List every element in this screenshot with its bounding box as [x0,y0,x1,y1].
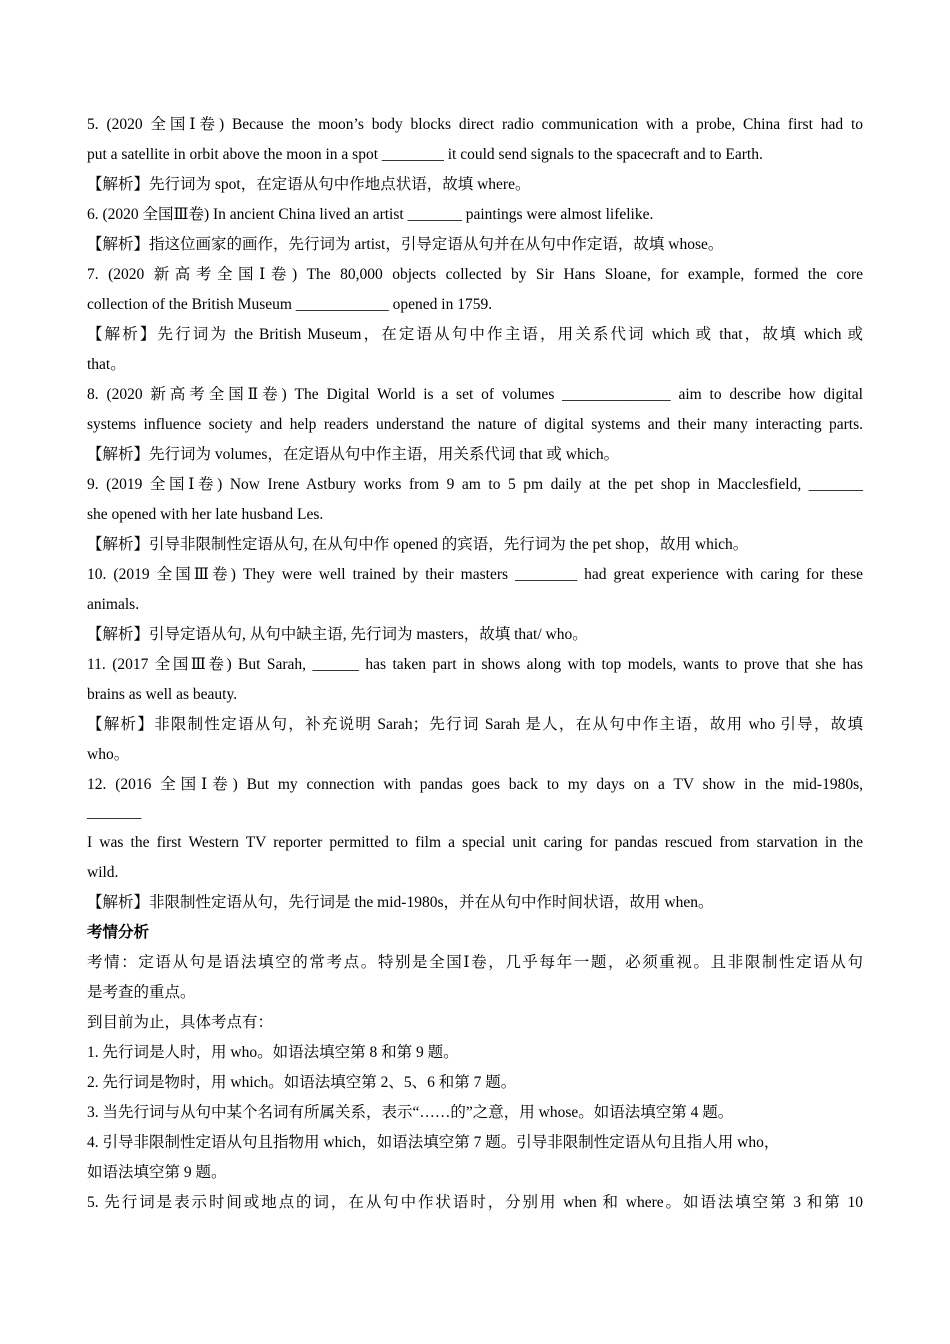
question-9-line-2: she opened with her late husband Les. [87,506,324,523]
section-heading: 考情分析 [87,924,150,941]
question-10-line-2: animals. [87,596,140,613]
section-intro-line-2: 是考查的重点。 [87,984,196,1001]
point-1: 1. 先行词是人时，用 who。如语法填空第 8 和第 9 题。 [87,1044,459,1061]
question-8-line-1: 8. (2020 新高考全国Ⅱ卷) The Digital World is a set of volumes ______________ aim to describe how digital [87,386,863,403]
analysis-9: 【解析】引导非限制性定语从句, 在从句中作 opened 的宾语，先行词为 the pet shop，故用 which。 [87,536,749,553]
question-12-line-2: I was the first Western TV reporter permitted to film a special unit caring for pandas rescued from starvation in the [87,834,863,851]
question-11-line-2: brains as well as beauty. [87,686,238,703]
analysis-6: 【解析】指这位画家的画作，先行词为 artist，引导定语从句并在从句中作定语，故填 whose。 [87,236,724,253]
section-lead: 到目前为止，具体考点有： [87,1014,274,1031]
question-7-line-1: 7. (2020 新高考全国Ⅰ卷) The 80,000 objects collected by Sir Hans Sloane, for example, formed the core [87,266,863,283]
question-12-blank: _______ [87,804,142,821]
question-12-line-1: 12. (2016 全国Ⅰ卷) But my connection with pandas goes back to my days on a TV show in the mid-1980s, [87,776,863,793]
question-7-line-2: collection of the British Museum ____________ opened in 1759. [87,296,493,313]
point-5-line-1: 5. 先行词是表示时间或地点的词，在从句中作状语时，分别用 when 和 where。如语法填空第 3 和第 10 [87,1194,863,1211]
question-10-line-1: 10. (2019 全国Ⅲ卷) They were well trained by their masters ________ had great experience with caring for these [87,566,863,583]
analysis-10: 【解析】引导定语从句, 从句中缺主语, 先行词为 masters，故填 that/ who。 [87,626,588,643]
point-3: 3. 当先行词与从句中某个名词有所属关系，表示“……的”之意，用 whose。如语法填空第 4 题。 [87,1104,734,1121]
analysis-8: 【解析】先行词为 volumes，在定语从句中作主语，用关系代词 that 或 which。 [87,446,620,463]
analysis-7-line-2: that。 [87,356,126,373]
analysis-11-line-2: who。 [87,746,130,763]
analysis-12: 【解析】非限制性定语从句，先行词是 the mid-1980s，并在从句中作时间状语，故用 when。 [87,894,714,911]
point-4-line-2: 如语法填空第 9 题。 [87,1164,227,1181]
analysis-7-line-1: 【解析】先行词为 the British Museum，在定语从句中作主语，用关系代词 which 或 that，故填 which 或 [87,326,863,343]
analysis-5: 【解析】先行词为 spot，在定语从句中作地点状语，故填 where。 [87,176,531,193]
question-12-line-3: wild. [87,864,119,881]
question-5-line-1: 5. (2020 全国Ⅰ卷) Because the moon’s body blocks direct radio communication with a probe, China first had to [87,116,863,133]
question-5-line-2: put a satellite in orbit above the moon in a spot ________ it could send signals to the spacecraft and to Earth. [87,146,763,163]
question-8-line-2: systems influence society and help readers understand the nature of digital systems and their many interacting parts. [87,416,863,433]
section-intro-line-1: 考情：定语从句是语法填空的常考点。特别是全国Ⅰ卷，几乎每年一题，必须重视。且非限制性定语从句 [87,954,863,971]
point-2: 2. 先行词是物时，用 which。如语法填空第 2、5、6 和第 7 题。 [87,1074,517,1091]
analysis-11-line-1: 【解析】非限制性定语从句，补充说明 Sarah；先行词 Sarah 是人，在从句中作主语，故用 who 引导，故填 [87,716,863,733]
question-6-line-1: 6. (2020 全国Ⅲ卷) In ancient China lived an artist _______ paintings were almost lifelike. [87,206,654,223]
document-page [87,110,863,1218]
point-4-line-1: 4. 引导非限制性定语从句且指物用 which，如语法填空第 7 题。引导非限制性定语从句且指人用 who， [87,1134,780,1151]
question-9-line-1: 9. (2019 全国Ⅰ卷) Now Irene Astbury works from 9 am to 5 pm daily at the pet shop in Macclesfield, _______ [87,476,863,493]
question-11-line-1: 11. (2017 全国Ⅲ卷) But Sarah, ______ has taken part in shows along with top models, wants to prove that she has [87,656,863,673]
